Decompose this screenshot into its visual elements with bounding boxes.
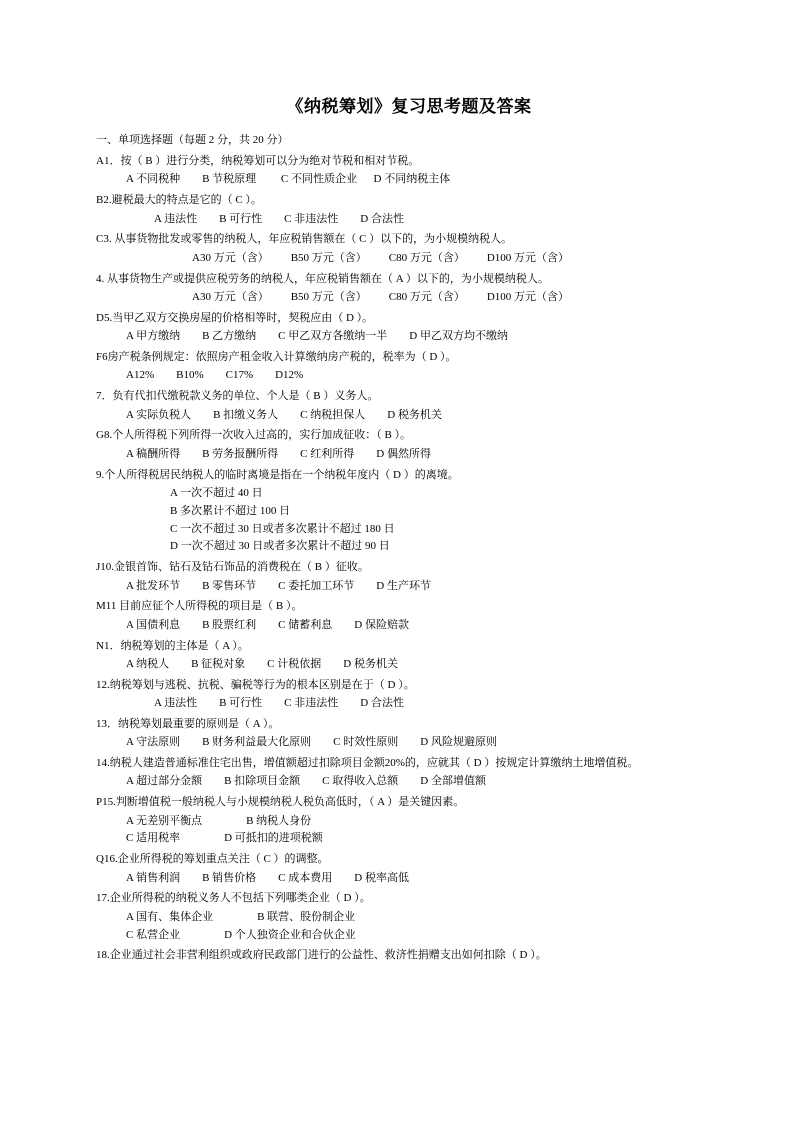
question-item: [96, 851, 722, 887]
option-line[interactable]: A 国有、集体企业 B 联营、股份制企业: [126, 910, 356, 923]
option-line[interactable]: A 销售利润 B 销售价格 C 成本费用 D 税率高低: [126, 871, 409, 884]
question-item: [96, 467, 722, 557]
question-stem: 4. 从事货物生产或提供应税劳务的纳税人，年应税销售额在（ A ）以下的，为小规模纳税人。: [96, 272, 549, 285]
option-line[interactable]: A 超过部分金额 B 扣除项目金额 C 取得收入总额 D 全部增值额: [126, 775, 486, 788]
question-stem: C3. 从事货物批发或零售的纳税人，年应税销售额在（ C ）以下的，为小规模纳税人。: [96, 233, 513, 246]
question-stem: 14.纳税人建造普通标准住宅出售，增值额超过扣除项目金额20%的，应就其（ D ）按规定计算缴纳土地增值税。: [96, 757, 639, 770]
question-options: [96, 734, 722, 752]
question-item: [96, 427, 722, 463]
question-options: [96, 367, 722, 385]
question-item: [96, 947, 722, 964]
question-item: [96, 890, 722, 944]
question-item: [96, 310, 722, 346]
option-line[interactable]: A 一次不超过 40 日: [170, 486, 263, 499]
question-stem: 18.企业通过社会非营利组织或政府民政部门进行的公益性、救济性捐赠支出如何扣除（ D ）。: [96, 949, 547, 962]
option-line[interactable]: A 违法性 B 可行性 C 非违法性 D 合法性: [154, 212, 404, 225]
question-options: [96, 446, 722, 464]
question-stem: F6房产税条例规定：依照房产租金收入计算缴纳房产税的，税率为（ D ）。: [96, 350, 457, 363]
question-stem: 17.企业所得税的纳税义务人不包括下列哪类企业（ D ）。: [96, 892, 371, 905]
question-options: [96, 211, 722, 229]
option-line[interactable]: A12% B10% C17% D12%: [126, 369, 304, 382]
question-stem: N1．纳税筹划的主体是（ A ）。: [96, 639, 249, 652]
option-line[interactable]: A 无差别平衡点 B 纳税人身份: [126, 814, 312, 827]
question-stem: 13．纳税筹划最重要的原则是（ A ）。: [96, 717, 280, 730]
question-options: [96, 485, 722, 556]
question-options: [96, 909, 722, 945]
question-item: [96, 388, 722, 424]
question-item: [96, 231, 722, 267]
question-item: [96, 716, 722, 752]
option-line[interactable]: D 一次不超过 30 日或者多次累计不超过 90 日: [170, 540, 390, 553]
question-item: [96, 559, 722, 595]
question-options: [96, 328, 722, 346]
question-stem: B2.避税最大的特点是它的（ C ）。: [96, 194, 262, 207]
question-options: [96, 813, 722, 849]
question-options: [96, 617, 722, 635]
question-options: [96, 870, 722, 888]
question-list: [96, 153, 722, 965]
option-line[interactable]: B 多次累计不超过 100 日: [170, 504, 291, 517]
page-title: 《纳税筹划》复习思考题及答案: [286, 97, 532, 116]
option-line[interactable]: A30 万元（含） B50 万元（含） C80 万元（含） D100 万元（含）: [192, 290, 570, 303]
option-line[interactable]: A 违法性 B 可行性 C 非违法性 D 合法性: [154, 697, 404, 710]
question-item: [96, 598, 722, 634]
option-line[interactable]: C 一次不超过 30 日或者多次累计不超过 180 日: [170, 522, 395, 535]
question-stem: M11 目前应征个人所得税的项目是（ B ）。: [96, 600, 303, 613]
question-item: [96, 271, 722, 307]
question-item: [96, 349, 722, 385]
question-item: [96, 153, 722, 189]
option-line[interactable]: A 纳税人 B 征税对象 C 计税依据 D 税务机关: [126, 657, 398, 670]
question-stem: 12.纳税筹划与逃税、抗税、骗税等行为的根本区别是在于（ D ）。: [96, 678, 415, 691]
option-line[interactable]: A 不同税种 B 节税原理 C 不同性质企业 D 不同纳税主体: [126, 173, 451, 186]
option-line[interactable]: A 国债利息 B 股票红利 C 储蓄利息 D 保险赔款: [126, 618, 409, 631]
question-stem: D5.当甲乙双方交换房屋的价格相等时，契税应由（ D ）。: [96, 311, 374, 324]
option-line[interactable]: A 稿酬所得 B 劳务报酬所得 C 红利所得 D 偶然所得: [126, 447, 431, 460]
question-options: [96, 289, 722, 307]
question-stem: 7．负有代扣代缴税款义务的单位、个人是（ B ）义务人。: [96, 390, 379, 403]
option-line[interactable]: A 守法原则 B 财务利益最大化原则 C 时效性原则 D 风险规避原则: [126, 736, 497, 749]
option-line[interactable]: A 实际负税人 B 扣缴义务人 C 纳税担保人 D 税务机关: [126, 408, 442, 421]
question-item: [96, 755, 722, 791]
question-options: [96, 407, 722, 425]
question-options: [96, 773, 722, 791]
question-options: [96, 171, 722, 189]
question-stem: 9.个人所得税居民纳税人的临时离境是指在一个纳税年度内（ D ）的离境。: [96, 468, 459, 481]
question-item: [96, 192, 722, 228]
question-stem: G8.个人所得税下列所得一次收入过高的，实行加成征收：（ B ）。: [96, 429, 412, 442]
question-stem: A1．按（ B ）进行分类，纳税筹划可以分为绝对节税和相对节税。: [96, 155, 420, 167]
question-options: [96, 250, 722, 268]
question-options: [96, 656, 722, 674]
question-options: [96, 578, 722, 596]
section-heading: 一、单项选择题（每题 2 分，共 20 分）: [96, 134, 289, 146]
question-item: [96, 794, 722, 848]
question-stem: Q16.企业所得税的筹划重点关注（ C ）的调整。: [96, 853, 329, 866]
question-options: [96, 695, 722, 713]
question-item: [96, 638, 722, 674]
question-stem: P15.判断增值税一般纳税人与小规模纳税人税负高低时，（ A ）是关键因素。: [96, 796, 465, 809]
option-line[interactable]: A 批发环节 B 零售环节 C 委托加工环节 D 生产环节: [126, 579, 431, 592]
option-line[interactable]: A30 万元（含） B50 万元（含） C80 万元（含） D100 万元（含）: [192, 251, 570, 264]
option-line[interactable]: A 甲方缴纳 B 乙方缴纳 C 甲乙双方各缴纳一半 D 甲乙双方均不缴纳: [126, 330, 508, 343]
option-line[interactable]: C 适用税率 D 可抵扣的进项税额: [126, 832, 323, 845]
option-line[interactable]: C 私营企业 D 个人独资企业和合伙企业: [126, 928, 356, 941]
question-item: [96, 677, 722, 713]
question-stem: J10.金银首饰、钻石及钻石饰品的消费税在（ B ）征收。: [96, 561, 369, 574]
